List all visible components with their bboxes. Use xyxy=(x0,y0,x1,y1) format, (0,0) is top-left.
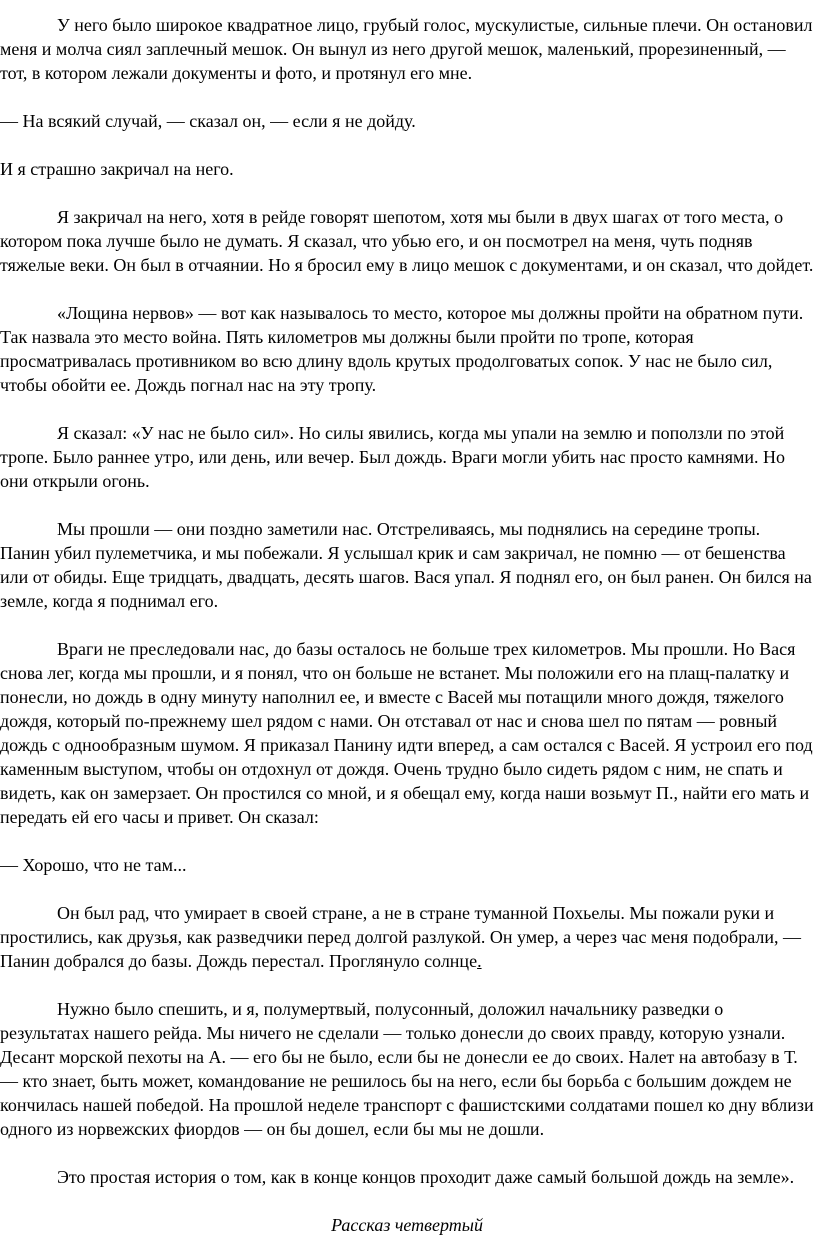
paragraph-1: У него было широкое квадратное лицо, грубый голос, мускулистые, сильные плечи. Он остановил меня и молча сиял заплечный мешок. Он вынул из него другой мешок, маленький, прорезиненный, — тот, в котором лежали документы и фото, и протянул его мне. xyxy=(0,15,813,83)
paragraph-2: — На всякий случай, — сказал он, — если я не дойду. xyxy=(0,111,416,131)
paragraph-5: «Лощина нервов» — вот как называлось то место, которое мы должны пройти на обратном пути. Так назвала это место война. Пять километров мы должны были пройти по тропе, которая просматривалась противником во всю длину вдоль крутых продолговатых сопок. У нас не было сил, чтобы обойти ее. Дождь погнал нас на эту тропу. xyxy=(0,303,804,395)
section-title: Рассказ четвертый xyxy=(331,1215,483,1235)
paragraph-8: Враги не преследовали нас, до базы осталось не больше трех километров. Мы прошли. Но Вася снова лег, когда мы прошли, и я понял, что он больше не встанет. Мы положили его на плащ-палатку и понесли, но дождь в одну минуту наполнил ее, и вместе с Васей мы потащили много дождя, тяжелого дождя, который по-прежнему шел рядом с нами. Он отставал от нас и снова шел по пятам — ровный дождь с однообразным шумом. Я приказал Панину идти вперед, а сам остался с Васей. Я устроил его под каменным выступом, чтобы он отдохнул от дождя. Очень трудно было сидеть рядом с ним, не спать и видеть, как он замерзает. Он простился со мной, и я обещал ему, когда наши возьмут П., найти его мать и передать ей его часы и привет. Он сказал: xyxy=(0,639,813,827)
paragraph-4: Я закричал на него, хотя в рейде говорят шепотом, хотя мы были в двух шагах от того места, о котором пока лучше было не думать. Я сказал, что убью его, и он посмотрел на меня, чуть подняв тяжелые веки. Он был в отчаянии. Но я бросил ему в лицо мешок с документами, и он сказал, что дойдет. xyxy=(0,207,814,275)
paragraph-12: Это простая история о том, как в конце концов проходит даже самый большой дождь на земле». xyxy=(57,1167,795,1187)
paragraph-7: Мы прошли — они поздно заметили нас. Отстреливаясь, мы поднялись на середине тропы. Панин убил пулеметчика, и мы побежали. Я услышал крик и сам закричал, не помню — от бешенства или от обиды. Еще тридцать, двадцать, десять шагов. Вася упал. Я поднял его, он был ранен. Он бился на земле, когда я поднимал его. xyxy=(0,519,812,611)
paragraph-10 xyxy=(0,901,814,973)
paragraph-9: — Хорошо, что не там... xyxy=(0,855,187,875)
paragraph-10-text: Он был рад, что умирает в своей стране, а не в стране туманной Похьелы. Мы пожали руки и простились, как друзья, как разведчики перед долгой разлукой. Он умер, а через час меня подобрали, — Панин добрался до базы. Дождь перестал. Проглянуло солнце xyxy=(0,903,801,971)
paragraph-6: Я сказал: «У нас не было сил». Но силы явились, когда мы упали на землю и поползли по этой тропе. Было раннее утро, или день, или вечер. Был дождь. Враги могли убить нас просто камнями. Но они открыли огонь. xyxy=(0,423,786,491)
paragraph-3: И я страшно закричал на него. xyxy=(0,159,234,179)
paragraph-11: Нужно было спешить, и я, полумертвый, полусонный, доложил начальнику разведки о результатах нашего рейда. Мы ничего не сделали — только донесли до своих правду, которую узнали. Десант морской пехоты на А. — его бы не было, если бы не донесли ее до своих. Налет на автобазу в Т. — кто знает, быть может, командование не решилось бы на него, если бы борьба с большим дождем не кончилась нашей победой. На прошлой неделе транспорт с фашистскими солдатами пошел ко дну вблизи одного из норвежских фиордов — он бы дошел, если бы мы не дошли. xyxy=(0,999,814,1139)
paragraph-10-period: . xyxy=(477,951,482,971)
